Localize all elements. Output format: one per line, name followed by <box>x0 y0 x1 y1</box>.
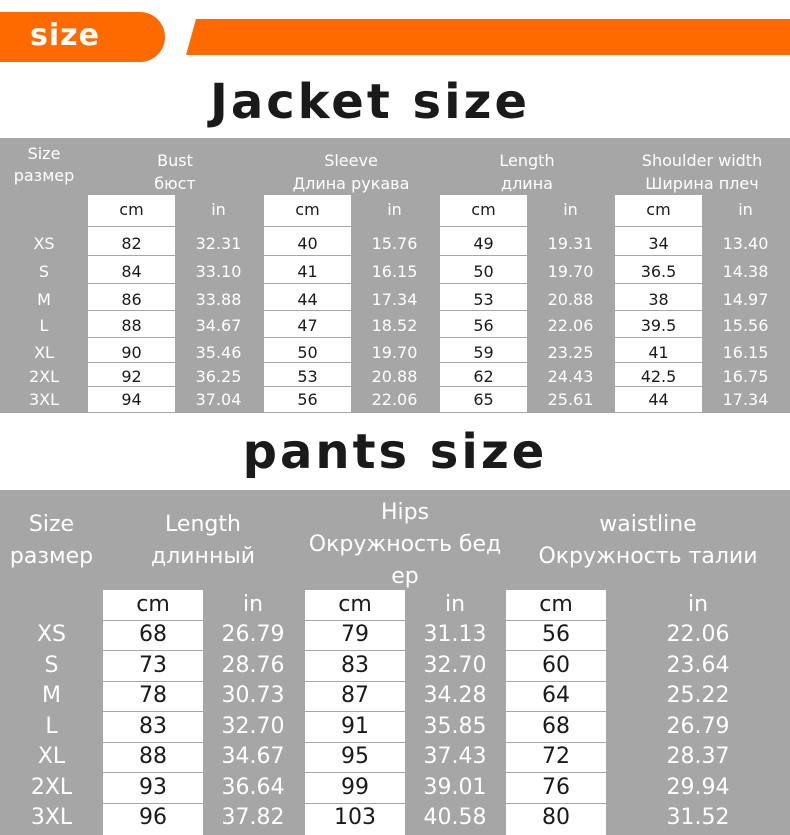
cell-in: 14.38 <box>722 262 769 281</box>
cell-in: 32.70 <box>423 653 487 678</box>
cell-cm: 53 <box>473 290 494 309</box>
cell-in: 40.58 <box>423 805 487 830</box>
cell-cm: 72 <box>542 744 570 769</box>
cell-cm: 73 <box>139 653 167 678</box>
size-label: M <box>37 290 51 309</box>
cell-cm: 91 <box>341 714 369 739</box>
unit-cm: cm <box>119 200 144 219</box>
cell-in: 16.15 <box>722 343 769 362</box>
cell-cm: 90 <box>121 343 142 362</box>
cell-in: 39.01 <box>423 775 487 800</box>
cell-in: 32.31 <box>195 234 242 253</box>
cell-in: 33.88 <box>195 290 242 309</box>
cell-in: 30.73 <box>221 683 285 708</box>
cell-in: 35.46 <box>195 343 242 362</box>
cell-cm: 56 <box>297 390 318 409</box>
group-header-line: Окружность талии <box>538 544 758 569</box>
cell-cm: 86 <box>121 290 142 309</box>
cell-in: 16.15 <box>371 262 418 281</box>
cell-in: 36.64 <box>221 775 285 800</box>
row-separator <box>440 226 527 227</box>
cell-in: 14.97 <box>722 290 769 309</box>
cell-cm: 56 <box>473 316 494 335</box>
group-header-line: ер <box>391 564 419 589</box>
cell-in: 34.28 <box>423 683 487 708</box>
unit-in: in <box>387 200 402 219</box>
unit-in: in <box>242 592 264 617</box>
cell-in: 18.52 <box>371 316 418 335</box>
size-label: XL <box>37 744 66 769</box>
size-banner-tab <box>0 12 165 62</box>
cell-cm: 34 <box>648 234 669 253</box>
cell-cm: 78 <box>139 683 167 708</box>
cell-in: 33.10 <box>195 262 242 281</box>
row-separator <box>264 226 351 227</box>
cell-cm: 64 <box>542 683 570 708</box>
cell-cm: 83 <box>341 653 369 678</box>
group-header-ru: Длина рукава <box>292 174 410 193</box>
cell-cm: 93 <box>139 775 167 800</box>
pants-size-table <box>0 490 790 835</box>
cell-cm: 47 <box>297 316 318 335</box>
cell-cm: 56 <box>542 622 570 647</box>
jacket-size-table <box>0 138 790 413</box>
cell-cm: 38 <box>648 290 669 309</box>
cell-in: 19.31 <box>547 234 594 253</box>
cell-cm: 96 <box>139 805 167 830</box>
unit-cm: cm <box>338 592 372 617</box>
cell-cm: 41 <box>297 262 318 281</box>
cell-cm: 76 <box>542 775 570 800</box>
cell-cm: 80 <box>542 805 570 830</box>
cell-in: 20.88 <box>547 290 594 309</box>
cell-cm: 53 <box>297 367 318 386</box>
cell-cm: 42.5 <box>640 367 677 386</box>
group-header-line: waistline <box>599 512 697 537</box>
size-label: S <box>44 653 59 678</box>
jacket-title: Jacket size <box>209 74 531 130</box>
banner-stripe <box>186 19 790 55</box>
group-header-en: Bust <box>157 151 193 170</box>
size-label: XS <box>33 234 55 253</box>
size-label: L <box>45 714 58 739</box>
size-label: M <box>42 683 61 708</box>
cell-in: 31.13 <box>423 622 487 647</box>
cell-in: 16.75 <box>722 367 769 386</box>
cell-cm: 36.5 <box>640 262 677 281</box>
cell-in: 25.22 <box>666 683 730 708</box>
cell-cm: 39.5 <box>640 316 677 335</box>
unit-cm: cm <box>539 592 573 617</box>
unit-in: in <box>211 200 226 219</box>
cell-in: 24.43 <box>547 367 594 386</box>
pants-title: pants size <box>242 424 548 480</box>
group-header-en: Shoulder width <box>641 151 763 170</box>
cell-cm: 88 <box>139 744 167 769</box>
size-label: 3XL <box>28 390 60 409</box>
cell-cm: 44 <box>648 390 669 409</box>
cell-in: 26.79 <box>221 622 285 647</box>
size-label: XS <box>36 622 67 647</box>
cell-in: 37.04 <box>195 390 242 409</box>
cell-cm: 60 <box>542 653 570 678</box>
cell-in: 34.67 <box>195 316 242 335</box>
size-header-ru: размер <box>13 166 75 185</box>
unit-cm: cm <box>646 200 671 219</box>
group-header-line: Length <box>165 512 241 537</box>
cell-in: 26.79 <box>666 714 730 739</box>
unit-in: in <box>563 200 578 219</box>
cell-cm: 59 <box>473 343 494 362</box>
group-header-ru: бюст <box>154 174 196 193</box>
size-header-ru: размер <box>9 544 94 569</box>
cell-cm: 87 <box>341 683 369 708</box>
unit-cm: cm <box>136 592 170 617</box>
cell-in: 22.06 <box>371 390 418 409</box>
cell-cm: 41 <box>648 343 669 362</box>
cell-in: 36.25 <box>195 367 242 386</box>
cell-in: 23.64 <box>666 653 730 678</box>
cell-cm: 68 <box>542 714 570 739</box>
cell-cm: 65 <box>473 390 494 409</box>
group-header-en: Sleeve <box>324 151 378 170</box>
cell-cm: 44 <box>297 290 318 309</box>
cell-cm: 50 <box>473 262 494 281</box>
cell-in: 17.34 <box>722 390 769 409</box>
cell-cm: 84 <box>121 262 142 281</box>
group-header-ru: Ширина плеч <box>645 174 759 193</box>
unit-in: in <box>687 592 709 617</box>
size-label: 3XL <box>30 805 73 830</box>
cell-cm: 92 <box>121 367 142 386</box>
cell-in: 20.88 <box>371 367 418 386</box>
unit-cm: cm <box>295 200 320 219</box>
row-separator <box>615 226 702 227</box>
cell-in: 19.70 <box>371 343 418 362</box>
cell-in: 15.56 <box>722 316 769 335</box>
cell-cm: 68 <box>139 622 167 647</box>
cell-cm: 40 <box>297 234 318 253</box>
cell-in: 35.85 <box>423 714 487 739</box>
cell-in: 29.94 <box>666 775 730 800</box>
cell-cm: 50 <box>297 343 318 362</box>
size-label: S <box>38 262 50 281</box>
cell-cm: 88 <box>121 316 142 335</box>
cell-in: 37.43 <box>423 744 487 769</box>
size-header-en: Size <box>27 144 61 163</box>
size-label: 2XL <box>30 775 73 800</box>
cell-in: 37.82 <box>221 805 285 830</box>
cell-cm: 62 <box>473 367 494 386</box>
cell-in: 34.67 <box>221 744 285 769</box>
cell-in: 31.52 <box>666 805 730 830</box>
group-header-ru: длина <box>501 174 553 193</box>
cell-in: 22.06 <box>666 622 730 647</box>
cell-cm: 83 <box>139 714 167 739</box>
cell-cm: 99 <box>341 775 369 800</box>
cell-in: 19.70 <box>547 262 594 281</box>
banner-label: size <box>30 18 100 53</box>
cell-in: 17.34 <box>371 290 418 309</box>
cell-in: 28.76 <box>221 653 285 678</box>
cell-cm: 49 <box>473 234 494 253</box>
cell-in: 25.61 <box>547 390 594 409</box>
size-header-en: Size <box>28 512 75 537</box>
row-separator <box>88 226 175 227</box>
group-header-line: длинный <box>150 544 255 569</box>
cell-cm: 82 <box>121 234 142 253</box>
cell-in: 32.70 <box>221 714 285 739</box>
cell-in: 13.40 <box>722 234 769 253</box>
size-label: 2XL <box>28 367 60 386</box>
unit-in: in <box>738 200 753 219</box>
group-header-line: Hips <box>380 500 430 525</box>
cell-cm: 95 <box>341 744 369 769</box>
unit-cm: cm <box>471 200 496 219</box>
unit-in: in <box>444 592 466 617</box>
group-header-line: Окружность бед <box>308 532 502 557</box>
size-label: L <box>39 316 49 335</box>
cell-in: 15.76 <box>371 234 418 253</box>
size-label: XL <box>34 343 54 362</box>
cell-cm: 79 <box>341 622 369 647</box>
group-header-en: Length <box>499 151 555 170</box>
cell-in: 23.25 <box>547 343 594 362</box>
cell-cm: 94 <box>121 390 142 409</box>
cell-in: 28.37 <box>666 744 730 769</box>
cell-in: 22.06 <box>547 316 594 335</box>
cell-cm: 103 <box>334 805 376 830</box>
